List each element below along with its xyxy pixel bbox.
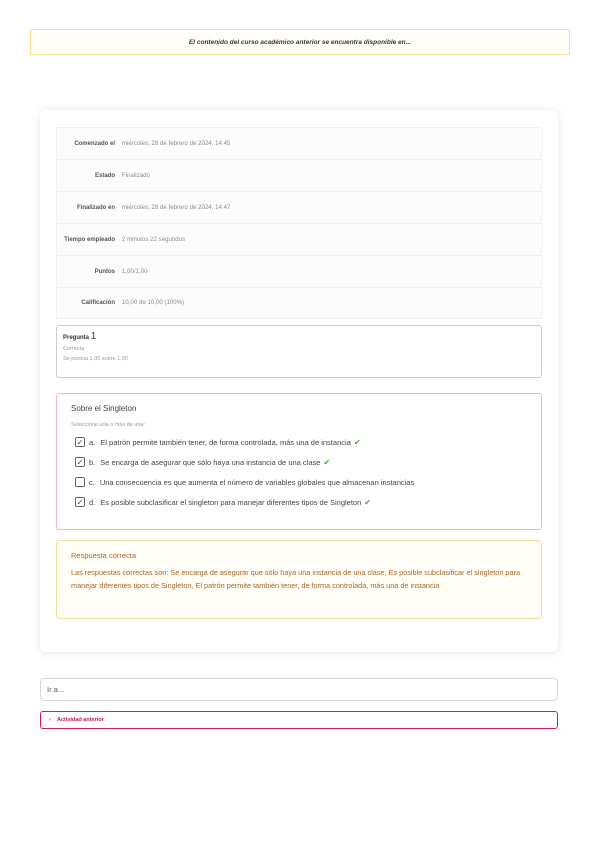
jump-to-select[interactable] xyxy=(40,678,558,701)
summary-value: Finalizado xyxy=(122,172,150,179)
option-checkbox[interactable]: ✓ xyxy=(76,457,84,467)
question-status: Correcta xyxy=(63,346,85,352)
option-checkbox[interactable]: ✓ xyxy=(76,497,84,507)
jump-to-placeholder: Ir a... xyxy=(47,685,65,694)
summary-row-state xyxy=(57,160,541,192)
course-notice-banner[interactable] xyxy=(30,29,570,55)
question-content xyxy=(56,393,542,530)
question-score: Se puntúa 1,00 sobre 1,00 xyxy=(63,356,128,362)
option-text: Es posible subclasificar el singleton para manejar diferentes tipos de Singleton xyxy=(100,497,362,507)
option-letter: d. xyxy=(89,497,96,507)
correct-check-icon: ✔ xyxy=(323,457,331,467)
summary-value: miércoles, 28 de febrero de 2024, 14:47 xyxy=(122,204,231,211)
answer-option-b[interactable] xyxy=(75,452,527,472)
chevron-left-icon: ‹ xyxy=(49,717,51,723)
summary-value: miércoles, 28 de febrero de 2024, 14:45 xyxy=(122,140,231,147)
summary-label: Tiempo empleado xyxy=(64,236,115,243)
answer-options xyxy=(71,432,527,512)
option-letter: c. xyxy=(89,477,95,487)
summary-label: Puntos xyxy=(94,268,115,275)
option-checkbox[interactable] xyxy=(75,477,85,487)
summary-row-started xyxy=(57,128,541,160)
summary-row-grade xyxy=(57,288,541,318)
answer-option-a[interactable] xyxy=(75,432,527,452)
summary-label: Calificación xyxy=(81,300,115,306)
question-instruction: Seleccione una o más de una: xyxy=(71,422,145,428)
question-stem: Sobre el Singleton xyxy=(71,404,137,413)
summary-value: 10,00 de 10,00 (100%) xyxy=(122,300,185,306)
summary-row-marks xyxy=(57,256,541,288)
summary-label: Finalizado en xyxy=(76,204,115,211)
option-checkbox[interactable]: ✓ xyxy=(76,437,84,447)
question-number: 1 xyxy=(90,331,97,342)
course-notice-text[interactable]: El contenido del curso académico anterior se encuentra disponible en... xyxy=(188,38,412,46)
feedback-text: Las respuestas correctas son: Se encarga de asegurar que sólo haya una instancia de una clase, Es posible subclasificar el singleton para manejar diferentes tipos de Singleton, El patrón permite también tener, de forma controlada, más una de instancia xyxy=(71,568,521,590)
attempt-summary-table xyxy=(56,127,542,319)
summary-row-finished xyxy=(57,192,541,224)
summary-value: 1,00/1,00 xyxy=(122,268,148,275)
feedback-heading: Respuesta correcta xyxy=(71,551,137,560)
summary-label: Estado xyxy=(94,172,115,179)
answer-option-d[interactable] xyxy=(75,492,527,512)
summary-label: Comenzado el xyxy=(74,140,115,147)
option-letter: a. xyxy=(89,437,96,447)
option-letter: b. xyxy=(89,457,96,467)
option-text: Se encarga de asegurar que sólo haya una instancia de una clase xyxy=(100,457,321,467)
previous-activity-link[interactable] xyxy=(40,711,558,729)
question-info-box xyxy=(56,325,542,378)
correct-check-icon: ✔ xyxy=(353,437,361,447)
option-text: El patrón permite también tener, de forma controlada, más una de instancia xyxy=(100,437,351,447)
answer-option-c[interactable] xyxy=(75,472,527,492)
previous-activity-label: Actividad anterior xyxy=(57,717,104,723)
correct-check-icon: ✔ xyxy=(364,497,371,507)
question-title xyxy=(63,331,535,342)
feedback-box xyxy=(56,540,542,619)
summary-row-time-taken xyxy=(57,224,541,256)
summary-value: 2 minutos 22 segundos xyxy=(122,236,186,243)
question-label: Pregunta xyxy=(63,335,90,341)
option-text: Una consecuencia es que aumenta el número de variables globales que almacenan instancias xyxy=(99,477,415,487)
